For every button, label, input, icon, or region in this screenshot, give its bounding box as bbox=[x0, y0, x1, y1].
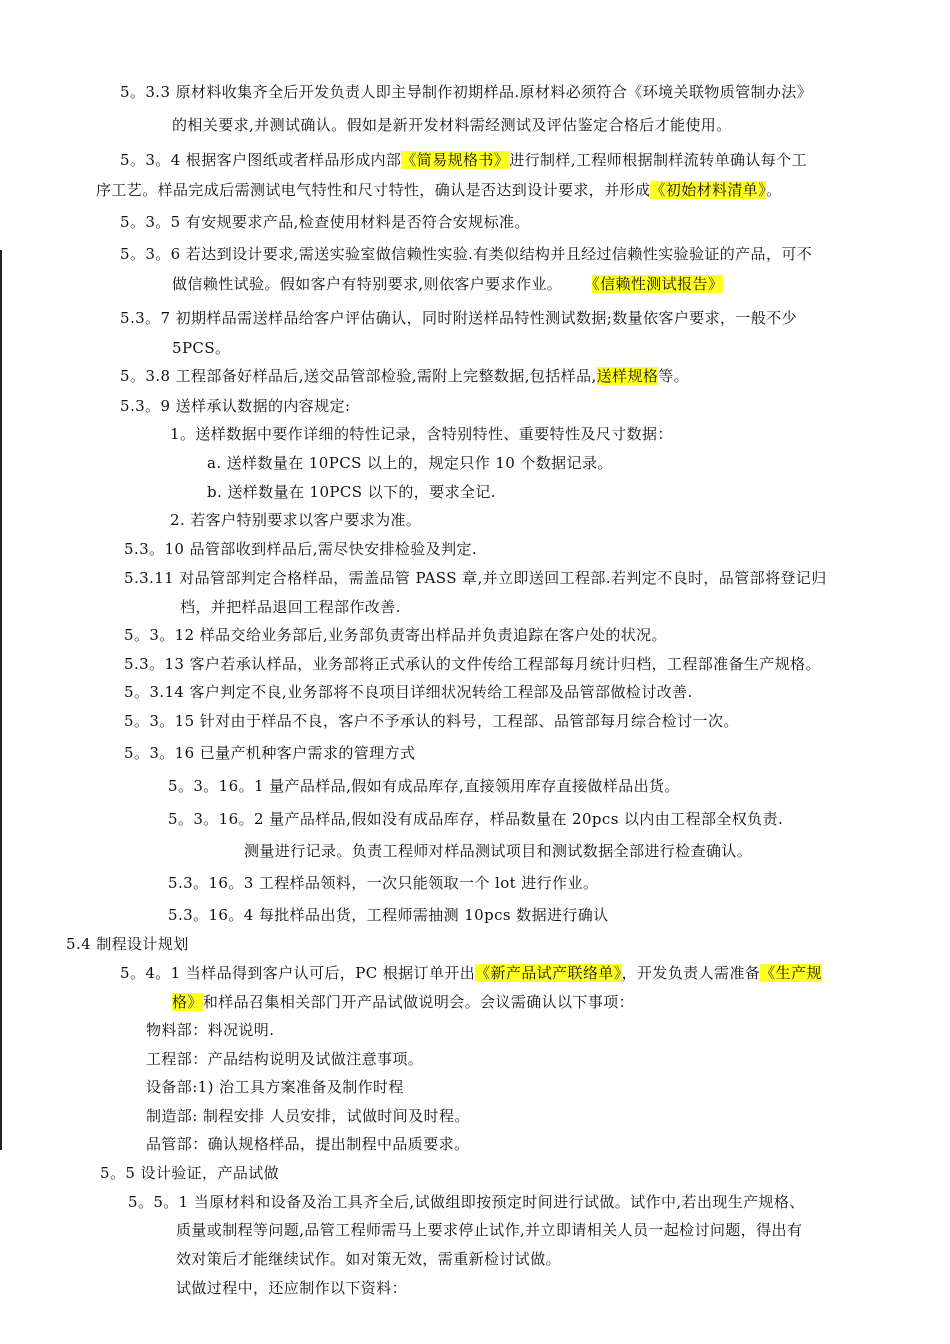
dept-materials: 物料部：料况说明. bbox=[146, 1021, 275, 1039]
para-5-3-9-item2: 2. 若客户特别要求以客户要求为准。 bbox=[170, 511, 422, 529]
para-5-5-1-line4: 试做过程中，还应制作以下资料： bbox=[176, 1279, 408, 1297]
highlight-production-spec-cont: 格》 bbox=[172, 993, 203, 1011]
text-run: 和样品召集相关部门开产品试做说明会。会议需确认以下事项： bbox=[202, 993, 635, 1011]
para-5-3-12: 5。3。12 样品交给业务部后,业务部负责寄出样品并负责追踪在客户处的状况。 bbox=[124, 626, 667, 644]
section-5-4-title: 5.4 制程设计规划 bbox=[66, 935, 189, 953]
text-run: 进行制样,工程师根据制样流转单确认每个工 bbox=[509, 151, 807, 169]
para-5-3-16-4: 5.3。16。4 每批样品出货，工程师需抽测 10pcs 数据进行确认 bbox=[168, 906, 609, 924]
para-5-3-5: 5。3。5 有安规要求产品,检查使用材料是否符合安规标准。 bbox=[120, 213, 530, 231]
dept-equipment: 设备部:1) 治工具方案准备及制作时程 bbox=[146, 1078, 404, 1096]
para-5-3-6-line1: 5。3。6 若达到设计要求,需送实验室做信赖性实验.有类似结构并且经过信赖性实验验证的产品，可不 bbox=[120, 245, 813, 263]
text-run: 等。 bbox=[658, 367, 690, 385]
text-run: 。 bbox=[766, 181, 782, 199]
para-5-3-9-item1b: b. 送样数量在 10PCS 以下的，要求全记. bbox=[207, 483, 496, 501]
highlight-sample-spec: 送样规格 bbox=[596, 367, 659, 385]
text-run: 5。4。1 当样品得到客户认可后，PC 根据订单开出 bbox=[120, 964, 476, 982]
highlight-reliability-report: 《信赖性测试报告》 bbox=[592, 275, 724, 293]
section-5-5-title: 5。5 设计验证，产品试做 bbox=[100, 1164, 280, 1182]
para-5-3-7-line2: 5PCS。 bbox=[172, 339, 231, 357]
para-5-3-16-3: 5.3。16。3 工程样品领料，一次只能领取一个 lot 进行作业。 bbox=[168, 874, 599, 892]
para-5-3-16-2: 5。3。16。2 量产品样品,假如没有成品库存，样品数量在 20pcs 以内由工程部全权负责. bbox=[168, 810, 784, 828]
para-5-3-3-line2: 的相关要求,并测试确认。假如是新开发材料需经测试及评估鉴定合格后才能使用。 bbox=[172, 116, 732, 134]
para-5-3-9-title: 5.3。9 送样承认数据的内容规定: bbox=[120, 397, 351, 415]
para-5-5-1-line2: 质量或制程等问题,品管工程师需马上要求停止试作,并立即请相关人员一起检讨问题，得出有 bbox=[176, 1221, 803, 1239]
para-5-4-1-line2 bbox=[172, 992, 634, 1012]
para-5-5-1-line3: 效对策后才能继续试作。如对策无效，需重新检讨试做。 bbox=[176, 1250, 562, 1268]
text-run: ，开发负责人需准备 bbox=[621, 964, 761, 982]
para-5-3-16-title: 5。3。16 已量产机种客户需求的管理方式 bbox=[124, 744, 416, 762]
highlight-initial-bom: 《初始材料清单》 bbox=[650, 181, 767, 199]
para-5-3-13: 5.3。13 客户若承认样品，业务部将正式承认的文件传给工程部每月统计归档，工程部准备生产规格。 bbox=[124, 655, 821, 673]
highlight-production-spec: 《生产规 bbox=[760, 964, 822, 982]
para-5-5-1-line1: 5。5。1 当原材料和设备及治工具齐全后,试做组即按预定时间进行试做。试作中,若出现生产规格、 bbox=[128, 1193, 805, 1211]
para-5-3-15: 5。3。15 针对由于样品不良，客户不予承认的料号，工程部、品管部每月综合检讨一次。 bbox=[124, 712, 739, 730]
para-5-3-10: 5.3。10 品管部收到样品后,需尽快安排检验及判定. bbox=[124, 540, 478, 558]
dept-quality: 品管部：确认规格样品，提出制程中品质要求。 bbox=[146, 1135, 470, 1153]
para-5-4-1-line1 bbox=[120, 963, 822, 983]
para-5-3-14: 5。3.14 客户判定不良,业务部将不良项目详细状况转给工程部及品管部做检讨改善. bbox=[124, 683, 693, 701]
text-run: 5。3.8 工程部备好样品后,送交品管部检验,需附上完整数据,包括样品, bbox=[120, 367, 597, 385]
page-edge-line bbox=[0, 250, 2, 1150]
para-5-3-7-line1: 5.3。7 初期样品需送样品给客户评估确认，同时附送样品特性测试数据;数量依客户要求，一般不少 bbox=[120, 309, 798, 327]
dept-engineering: 工程部：产品结构说明及试做注意事项。 bbox=[146, 1050, 424, 1068]
highlight-trial-notice: 《新产品试产联络单》 bbox=[475, 964, 622, 982]
highlight-simple-spec: 《简易规格书》 bbox=[401, 151, 510, 169]
para-5-3-4-line2 bbox=[96, 180, 782, 200]
para-5-3-11-line1: 5.3.11 对品管部判定合格样品，需盖品管 PASS 章,并立即送回工程部.若判定不良时，品管部将登记归 bbox=[124, 569, 827, 587]
para-5-3-16-1: 5。3。16。1 量产品样品,假如有成品库存,直接领用库存直接做样品出货。 bbox=[168, 777, 680, 795]
para-5-3-9-item1: 1。送样数据中要作详细的特性记录，含特别特性、重要特性及尺寸数据： bbox=[170, 425, 673, 443]
para-5-3-3-line1: 5。3.3 原材料收集齐全后开发负责人即主导制作初期样品.原材料必须符合《环境关联物质管制办法》 bbox=[120, 83, 813, 101]
para-5-3-4-line1 bbox=[120, 150, 807, 170]
dept-manufacturing: 制造部: 制程安排 人员安排，试做时间及时程。 bbox=[146, 1107, 470, 1125]
text-run: 序工艺。样品完成后需测试电气特性和尺寸特性，确认是否达到设计要求，并形成 bbox=[96, 181, 651, 199]
para-5-3-6-line2 bbox=[172, 274, 723, 294]
text-run: 做信赖性试验。假如客户有特别要求,则依客户要求作业。 bbox=[172, 275, 563, 293]
para-5-3-11-line2: 档，并把样品退回工程部作改善. bbox=[180, 598, 401, 616]
para-5-3-16-2-cont: 测量进行记录。负责工程师对样品测试项目和测试数据全部进行检查确认。 bbox=[244, 842, 753, 860]
para-5-3-9-item1a: a. 送样数量在 10PCS 以上的，规定只作 10 个数据记录。 bbox=[207, 454, 613, 472]
text-run: 5。3。4 根据客户图纸或者样品形成内部 bbox=[120, 151, 402, 169]
para-5-3-8 bbox=[120, 366, 689, 386]
